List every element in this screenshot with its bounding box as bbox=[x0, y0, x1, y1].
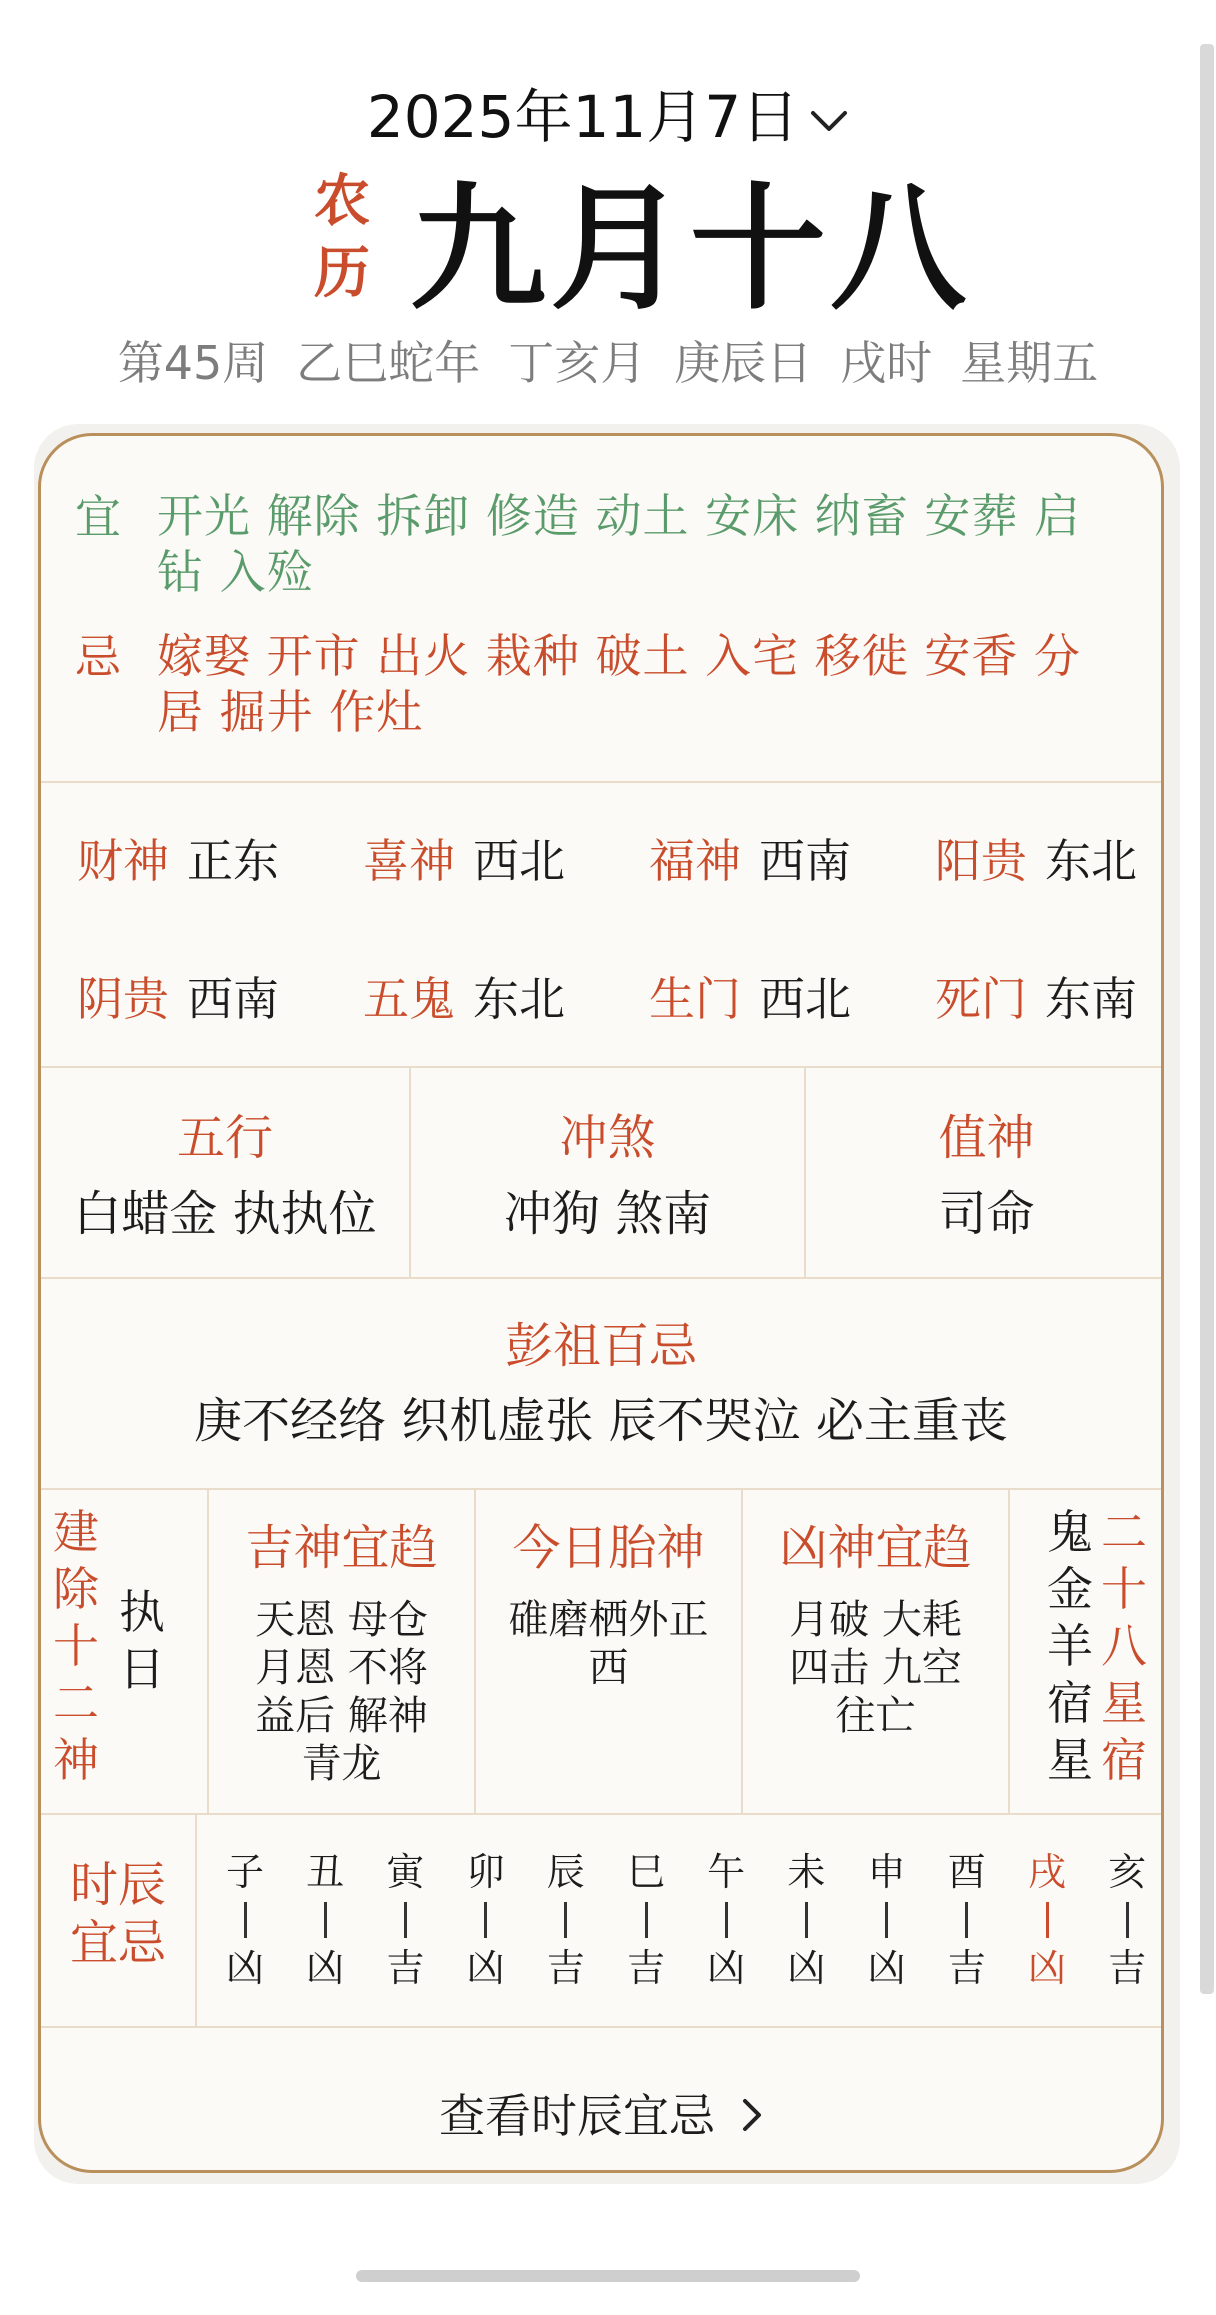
ji-list bbox=[157, 628, 1147, 740]
divider bbox=[41, 2026, 1161, 2028]
hour-luck: 吉 bbox=[626, 1946, 665, 1990]
hour-branch: 酉 bbox=[947, 1850, 986, 1894]
hour-separator bbox=[1126, 1902, 1129, 1938]
jianchu-label bbox=[51, 1504, 101, 1789]
zhishen-value: 司命 bbox=[938, 1186, 1035, 1242]
label-char: 二 bbox=[1101, 1505, 1147, 1559]
value-char: 宿 bbox=[1047, 1676, 1093, 1730]
hour-separator bbox=[324, 1902, 327, 1938]
hour-separator bbox=[244, 1902, 247, 1938]
lunar-tag bbox=[302, 166, 382, 310]
hour-branch: 卯 bbox=[466, 1850, 505, 1894]
chevron-down-icon bbox=[809, 79, 849, 149]
god-key: 五鬼 bbox=[363, 972, 455, 1026]
hour-branch: 子 bbox=[225, 1850, 264, 1894]
hour-branch: 丑 bbox=[306, 1850, 345, 1894]
hour-separator bbox=[564, 1902, 567, 1938]
divider bbox=[41, 1813, 1161, 1815]
label-char: 神 bbox=[53, 1733, 99, 1787]
yanggui bbox=[935, 831, 1137, 891]
hour-item bbox=[1017, 1848, 1077, 1992]
yi-line: 开光 解除 拆卸 修造 动土 安床 纳畜 安葬 启 bbox=[157, 489, 1081, 543]
hour-item bbox=[857, 1848, 917, 1992]
hour-luck: 吉 bbox=[546, 1946, 585, 1990]
jishen-list bbox=[209, 1596, 474, 1788]
god-value: 东南 bbox=[1045, 972, 1137, 1026]
lunar-date: 九月十八 bbox=[410, 171, 970, 329]
date-selector[interactable] bbox=[0, 82, 1216, 152]
yi-line: 钻 入殓 bbox=[157, 545, 314, 599]
hour-branch: 寅 bbox=[386, 1850, 425, 1894]
xiongshen-line: 月破 大耗 bbox=[789, 1597, 962, 1643]
hour-item bbox=[215, 1848, 275, 1992]
hour-luck: 凶 bbox=[1027, 1946, 1066, 1990]
jishen-line: 天恩 母仓 bbox=[255, 1597, 428, 1643]
almanac-card bbox=[38, 433, 1164, 2173]
taishen-line: 碓磨栖外正 bbox=[508, 1597, 709, 1643]
hour-separator bbox=[805, 1902, 808, 1938]
hour-item bbox=[536, 1848, 596, 1992]
divider bbox=[41, 781, 1161, 783]
view-hours-label: 查看时辰宜忌 bbox=[439, 2089, 715, 2143]
label-line: 时辰 bbox=[69, 1857, 166, 1913]
god-value: 西北 bbox=[473, 834, 565, 888]
weekday: 星期五 bbox=[960, 336, 1099, 390]
god-key: 喜神 bbox=[363, 834, 455, 888]
yi-label: 宜 bbox=[75, 490, 121, 544]
divider bbox=[41, 1488, 1161, 1490]
day-ganzhi: 庚辰日 bbox=[674, 336, 813, 390]
label-char: 十 bbox=[1101, 1562, 1147, 1616]
hours-label bbox=[41, 1856, 195, 1972]
xiongshen-line: 往亡 bbox=[835, 1693, 916, 1739]
god-value: 东北 bbox=[473, 972, 565, 1026]
jianchu-value bbox=[117, 1584, 167, 1698]
god-value: 东北 bbox=[1045, 834, 1137, 888]
hour-separator bbox=[965, 1902, 968, 1938]
hour-luck: 吉 bbox=[947, 1946, 986, 1990]
yi-list bbox=[157, 488, 1147, 600]
divider bbox=[41, 1066, 1161, 1068]
lunar-tag-char: 农 bbox=[314, 169, 370, 234]
simen bbox=[935, 969, 1137, 1029]
label-char: 八 bbox=[1101, 1619, 1147, 1673]
god-value: 西南 bbox=[187, 972, 279, 1026]
value-char: 金 bbox=[1047, 1562, 1093, 1616]
taishen-title: 今日胎神 bbox=[512, 1520, 705, 1576]
hour-separator bbox=[885, 1902, 888, 1938]
value-char: 执 bbox=[119, 1585, 165, 1639]
god-key: 福神 bbox=[649, 834, 741, 888]
wugui bbox=[363, 969, 565, 1029]
taishen-text bbox=[476, 1596, 741, 1692]
pengzu-value: 庚不经络 织机虚张 辰不哭泣 必主重丧 bbox=[194, 1393, 1008, 1449]
hour-item bbox=[937, 1848, 997, 1992]
yingui bbox=[77, 969, 279, 1029]
taishen-line: 西 bbox=[588, 1645, 629, 1691]
xiu-label bbox=[1099, 1504, 1149, 1789]
god-key: 生门 bbox=[649, 972, 741, 1026]
hour-luck: 凶 bbox=[707, 1946, 746, 1990]
date-label: 2025年11月7日 bbox=[366, 83, 800, 151]
xiu-value bbox=[1045, 1504, 1095, 1789]
hour-branch: 巳 bbox=[626, 1850, 665, 1894]
hour-luck: 吉 bbox=[386, 1946, 425, 1990]
label-char: 宿 bbox=[1101, 1733, 1147, 1787]
jishen-line: 青龙 bbox=[301, 1741, 382, 1787]
ji-line: 居 掘井 作灶 bbox=[157, 685, 424, 739]
lunar-tag-char: 历 bbox=[314, 241, 370, 306]
xishen bbox=[363, 831, 565, 891]
hour-item bbox=[456, 1848, 516, 1992]
label-char: 建 bbox=[53, 1505, 99, 1559]
label-char: 十 bbox=[53, 1619, 99, 1673]
hour-branch: 亥 bbox=[1108, 1850, 1147, 1894]
week-number: 第45周 bbox=[117, 336, 269, 390]
fushen bbox=[649, 831, 851, 891]
hour-luck: 吉 bbox=[1108, 1946, 1147, 1990]
xiongshen-title: 凶神宜趋 bbox=[779, 1520, 972, 1576]
year-ganzhi: 乙巳蛇年 bbox=[296, 336, 481, 390]
value-char: 鬼 bbox=[1047, 1505, 1093, 1559]
divider bbox=[195, 1815, 197, 2026]
label-char: 二 bbox=[53, 1676, 99, 1730]
ji-label: 忌 bbox=[75, 630, 121, 684]
hour-item bbox=[776, 1848, 836, 1992]
home-indicator[interactable] bbox=[356, 2270, 860, 2282]
zhishen-title: 值神 bbox=[938, 1110, 1035, 1166]
chongsha-title: 冲煞 bbox=[559, 1110, 656, 1166]
divider bbox=[409, 1068, 411, 1277]
view-hours-button[interactable] bbox=[41, 2066, 1161, 2166]
value-char: 日 bbox=[119, 1642, 165, 1696]
hour-luck: 凶 bbox=[306, 1946, 345, 1990]
label-char: 除 bbox=[53, 1562, 99, 1616]
hour-item bbox=[1097, 1848, 1157, 1992]
chevron-right-icon bbox=[741, 2067, 763, 2167]
chongsha-value: 冲狗 煞南 bbox=[503, 1186, 712, 1242]
divider bbox=[1008, 1490, 1010, 1813]
xiongshen-line: 四击 九空 bbox=[789, 1645, 962, 1691]
hour-branch: 午 bbox=[707, 1850, 746, 1894]
god-key: 阳贵 bbox=[935, 834, 1027, 888]
god-key: 财神 bbox=[77, 834, 169, 888]
hour-luck: 凶 bbox=[225, 1946, 264, 1990]
hour-branch: 戌 bbox=[1027, 1850, 1066, 1894]
date-info-line bbox=[0, 333, 1216, 393]
current-hour: 戌时 bbox=[840, 336, 933, 390]
pengzu-title: 彭祖百忌 bbox=[504, 1318, 697, 1374]
wuxing-value: 白蜡金 执执位 bbox=[73, 1186, 377, 1242]
label-line: 宜忌 bbox=[69, 1915, 166, 1971]
god-value: 西南 bbox=[759, 834, 851, 888]
hour-separator bbox=[645, 1902, 648, 1938]
hour-branch: 辰 bbox=[546, 1850, 585, 1894]
value-char: 羊 bbox=[1047, 1619, 1093, 1673]
caishen bbox=[77, 831, 279, 891]
hour-separator bbox=[404, 1902, 407, 1938]
hour-item bbox=[375, 1848, 435, 1992]
hour-luck: 凶 bbox=[466, 1946, 505, 1990]
hour-item bbox=[295, 1848, 355, 1992]
month-ganzhi: 丁亥月 bbox=[508, 336, 647, 390]
hour-branch: 未 bbox=[787, 1850, 826, 1894]
hour-branch: 申 bbox=[867, 1850, 906, 1894]
hour-separator bbox=[1046, 1902, 1049, 1938]
hour-luck: 凶 bbox=[787, 1946, 826, 1990]
god-key: 死门 bbox=[935, 972, 1027, 1026]
label-char: 星 bbox=[1101, 1676, 1147, 1730]
shengmen bbox=[649, 969, 851, 1029]
god-value: 正东 bbox=[187, 834, 279, 888]
god-value: 西北 bbox=[759, 972, 851, 1026]
jishen-title: 吉神宜趋 bbox=[245, 1520, 438, 1576]
god-key: 阴贵 bbox=[77, 972, 169, 1026]
hour-item bbox=[696, 1848, 756, 1992]
divider bbox=[804, 1068, 806, 1277]
divider bbox=[41, 1277, 1161, 1279]
hour-luck: 凶 bbox=[867, 1946, 906, 1990]
hour-item bbox=[616, 1848, 676, 1992]
xiongshen-list bbox=[743, 1596, 1008, 1740]
wuxing-title: 五行 bbox=[176, 1110, 273, 1166]
value-char: 星 bbox=[1047, 1733, 1093, 1787]
jishen-line: 益后 解神 bbox=[255, 1693, 428, 1739]
ji-line: 嫁娶 开市 出火 栽种 破土 入宅 移徙 安香 分 bbox=[157, 629, 1081, 683]
hour-separator bbox=[484, 1902, 487, 1938]
hour-separator bbox=[725, 1902, 728, 1938]
jishen-line: 月恩 不将 bbox=[255, 1645, 428, 1691]
